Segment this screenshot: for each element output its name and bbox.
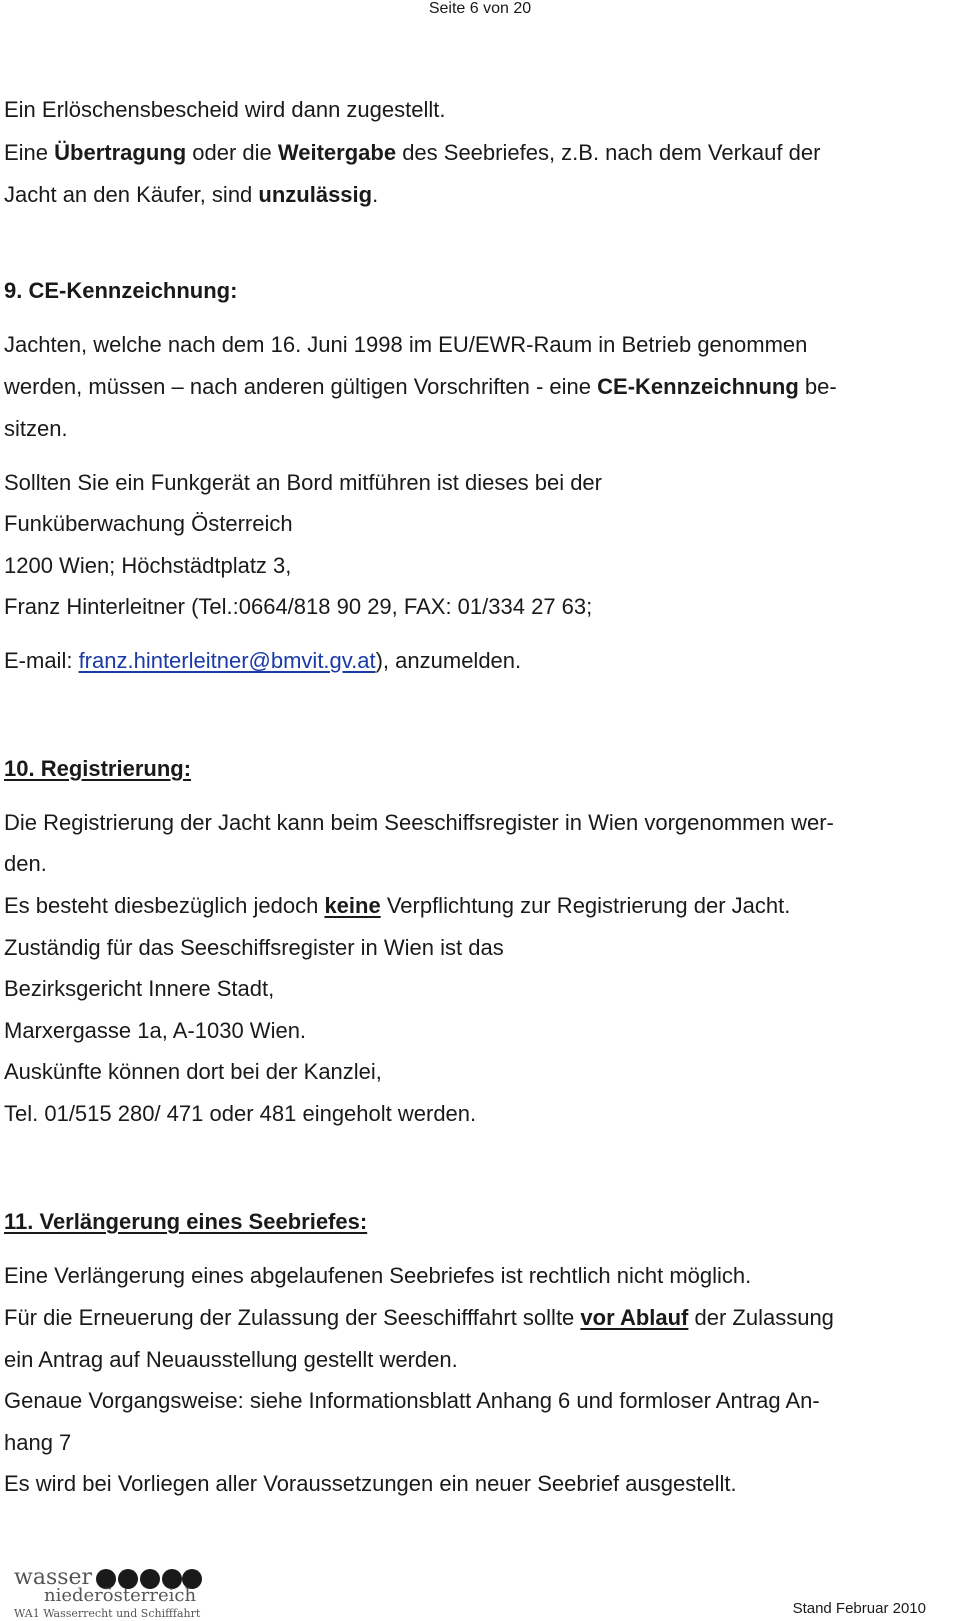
- text-line: Eine Verlängerung eines abgelaufenen Seebriefes ist rechtlich nicht möglich.: [4, 1263, 752, 1288]
- text-span: E-mail:: [4, 648, 79, 673]
- logo-word: wasser: [14, 1565, 93, 1590]
- text-line: den.: [4, 851, 47, 876]
- text-line: Sollten Sie ein Funkgerät an Bord mitführen ist dieses bei der: [4, 470, 602, 495]
- text-span: werden, müssen – nach anderen gültigen Vorschriften - eine: [4, 374, 598, 399]
- text-line: [4, 648, 521, 674]
- text-line: [4, 182, 378, 208]
- text-line: [4, 1305, 834, 1331]
- bold-term: Weitergabe: [277, 140, 397, 165]
- text-line: Bezirksgericht Innere Stadt,: [4, 976, 275, 1001]
- text-span: Für die Erneuerung der Zulassung der Seeschifffahrt sollte: [4, 1305, 581, 1330]
- text-line: sitzen.: [4, 416, 68, 441]
- text-line: Franz Hinterleitner (Tel.:0664/818 90 29, FAX: 01/334 27 63;: [4, 594, 593, 619]
- section-heading: 9. CE-Kennzeichnung:: [4, 278, 238, 303]
- text-span: oder die: [186, 140, 278, 165]
- text-span: ), anzumelden.: [375, 648, 522, 673]
- text-span: Eine: [4, 140, 55, 165]
- footer-logo: [14, 1565, 204, 1621]
- logo-subtitle: WA1 Wasserrecht und Schifffahrt: [14, 1607, 201, 1620]
- footer-date: Stand Februar 2010: [792, 1600, 926, 1617]
- text-line: Funküberwachung Österreich: [4, 511, 293, 536]
- text-span: Verpflichtung zur Registrierung der Jacht.: [380, 893, 791, 918]
- text-span: .: [372, 182, 379, 207]
- text-span: der Zulassung: [688, 1305, 834, 1330]
- text-span: Es besteht diesbezüglich jedoch: [4, 893, 325, 918]
- bold-term: unzulässig: [258, 182, 373, 207]
- text-line: 1200 Wien; Höchstädtplatz 3,: [4, 553, 292, 578]
- text-line: Ein Erlöschensbescheid wird dann zugestellt.: [4, 97, 446, 122]
- text-line: Auskünfte können dort bei der Kanzlei,: [4, 1059, 382, 1084]
- text-span: des Seebriefes, z.B. nach dem Verkauf der: [396, 140, 821, 165]
- text-line: Tel. 01/515 280/ 471 oder 481 eingeholt werden.: [4, 1101, 477, 1126]
- text-line: [4, 893, 790, 919]
- text-line: Zuständig für das Seeschiffsregister in Wien ist das: [4, 935, 504, 960]
- bold-term: vor Ablauf: [580, 1305, 689, 1330]
- text-line: Die Registrierung der Jacht kann beim Seeschiffsregister in Wien vorgenommen wer-: [4, 810, 834, 835]
- text-line: ein Antrag auf Neuausstellung gestellt werden.: [4, 1347, 458, 1372]
- bold-term: CE-Kennzeichnung: [597, 374, 799, 399]
- text-span: Jacht an den Käufer, sind: [4, 182, 259, 207]
- text-line: Es wird bei Vorliegen aller Voraussetzungen ein neuer Seebrief ausgestellt.: [4, 1471, 737, 1496]
- text-line: Jachten, welche nach dem 16. Juni 1998 im EU/EWR-Raum in Betrieb genommen: [4, 332, 808, 357]
- text-line: Genaue Vorgangsweise: siehe Informationsblatt Anhang 6 und formloser Antrag An-: [4, 1388, 820, 1413]
- bold-term: keine: [324, 893, 381, 918]
- email-link[interactable]: franz.hinterleitner@bmvit.gv.at: [78, 648, 376, 673]
- section-heading: 10. Registrierung:: [4, 756, 192, 781]
- bold-term: Übertragung: [54, 140, 187, 165]
- page-number: Seite 6 von 20: [428, 0, 532, 17]
- section-heading: 11. Verlängerung eines Seebriefes:: [4, 1209, 368, 1234]
- text-span: be-: [798, 374, 837, 399]
- logo-word: niederösterreich: [44, 1585, 197, 1606]
- text-line: Marxergasse 1a, A-1030 Wien.: [4, 1018, 307, 1043]
- text-line: [4, 140, 820, 166]
- text-line: hang 7: [4, 1430, 72, 1455]
- text-line: [4, 374, 837, 400]
